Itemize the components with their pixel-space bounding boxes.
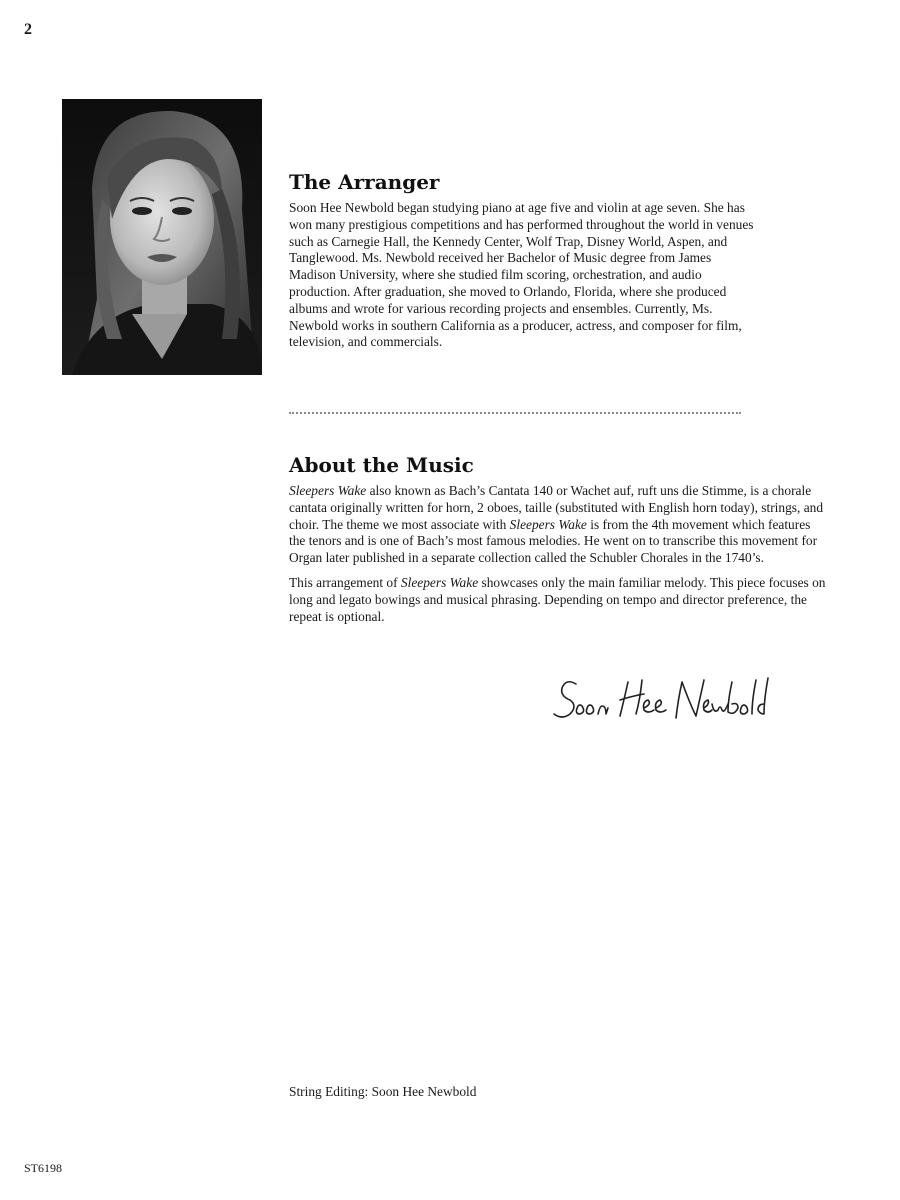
piece-title: Sleepers Wake bbox=[289, 483, 367, 498]
handwritten-signature-icon bbox=[548, 670, 778, 730]
piece-title: Sleepers Wake bbox=[400, 574, 479, 590]
arranger-section bbox=[289, 170, 759, 351]
music-section bbox=[289, 453, 829, 625]
arranger-bio: Soon Hee Newbold began studying piano at age five and violin at age seven. She has won many prestigious competitions and has performed throughout the world in venues such as Carnegie Hall, the Kennedy Center, Wolf Trap, Disney World, Aspen, and Tanglewood. Ms. Newbold received her Bachelor of Music degree from James Madison University, where she studied film scoring, orchestration, and audio production. After graduation, she moved to Orlando, Florida, where she produced albums and wrote for various recording projects and ensembles. Currently, Ms. Newbold works in southern California as a producer, actress, and composer for film, television, and commercials. bbox=[289, 200, 754, 350]
page-number: 2 bbox=[24, 21, 32, 38]
music-heading: About the Music bbox=[289, 453, 474, 477]
signature bbox=[548, 670, 778, 730]
catalog-code: ST6198 bbox=[24, 1161, 63, 1175]
music-paragraph-1-text-a: also known as Bach’s Cantata 140 or Wachet auf, ruft uns die Stimme, is a chorale cantata originally written for horn, 2 oboes, taille (substituted with English horn today), strings, and choir. The theme we most associate with bbox=[289, 483, 824, 532]
music-paragraph-2-text-a: This arrangement of bbox=[289, 574, 401, 590]
portrait-photo-icon bbox=[62, 99, 262, 375]
music-paragraph-2-text-b: showcases only the main familiar melody. This piece focuses on long and legato bowings and musical phrasing. Depending on tempo and director preference, the repeat is optional. bbox=[289, 574, 826, 624]
music-paragraph-1-text-b: is from the 4th movement which features the tenors and is one of Bach’s most famous melodies. He went on to transcribe this movement for Organ later published in a separate collection called the Schubler Chorales in the 1740’s. bbox=[289, 516, 818, 566]
arranger-photo bbox=[62, 99, 262, 375]
music-paragraph-1 bbox=[289, 483, 829, 567]
string-editing-credit: String Editing: Soon Hee Newbold bbox=[289, 1084, 477, 1099]
piece-title: Sleepers Wake bbox=[509, 516, 587, 532]
section-divider bbox=[289, 412, 741, 414]
arranger-heading: The Arranger bbox=[289, 170, 440, 194]
music-paragraph-2 bbox=[289, 575, 829, 625]
